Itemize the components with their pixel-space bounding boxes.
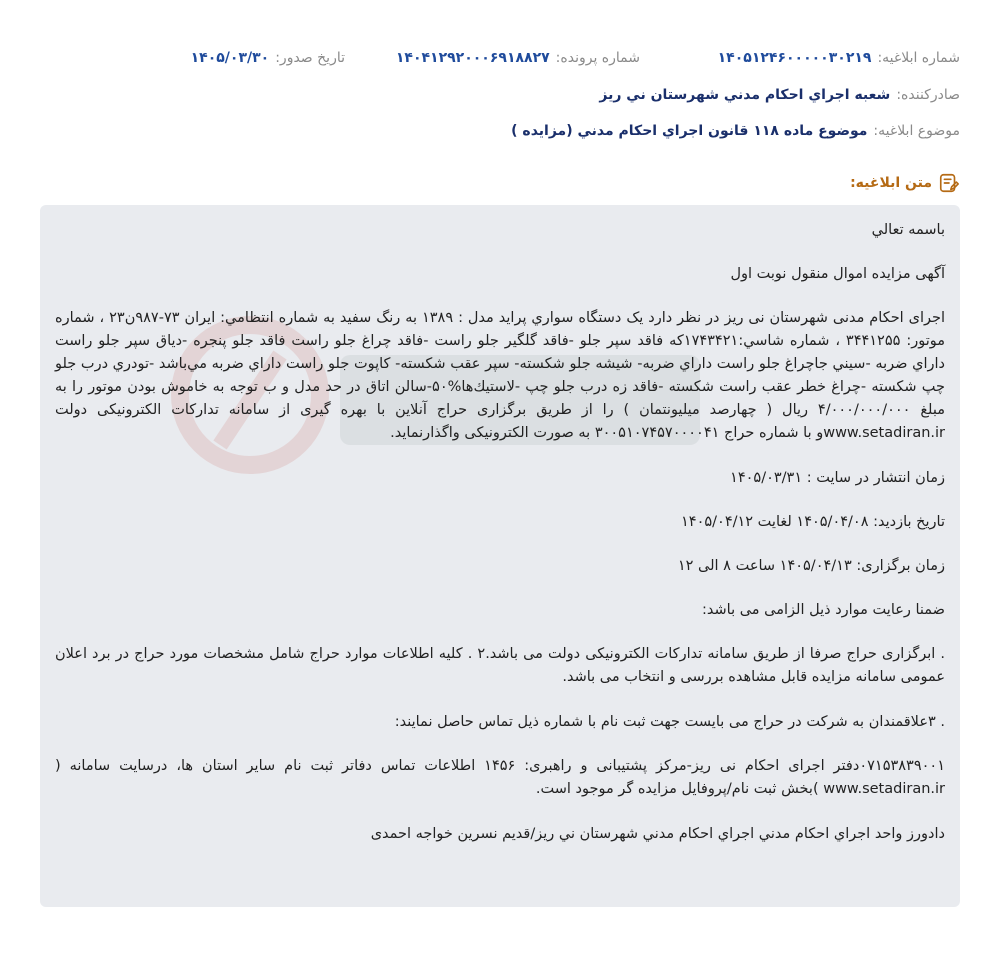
case-number-label: شماره پرونده: — [555, 50, 640, 66]
visit-date: تاریخ بازدید: ۱۴۰۵/۰۴/۰۸ لغایت ۱۴۰۵/۰۴/۱۲ — [681, 514, 945, 530]
meta-row-issuer — [40, 83, 960, 107]
issuer: شعبه اجراي احكام مدني شهرستان ني ريز — [599, 87, 891, 103]
issue-date-label: تاريخ صدور: — [275, 50, 345, 66]
notice-body — [40, 205, 960, 907]
contact-info: ۰۷۱۵۳۸۳۹۰۰۱دفتر اجرای احکام نی ریز-مرکز پشتیبانی و راهبری: ۱۴۵۶ اطلاعات تماس دفاتر ثبت نام ساير استان ها، درسايت سامانه ( www.setadiran.ir )بخش ثبت نام/پروفايل مزايده گر موجود است. — [55, 758, 945, 797]
notice-number-label: شماره ابلاغيه: — [877, 50, 960, 66]
auction-description: اجرای احکام مدنی شهرستان نی ریز در نظر دارد یک دستگاه سواري پرايد مدل : ۱۳۸۹ به رنگ سفید به شماره انتظامي: ایران ۷۳-۹۸۷ن۲۳ ، شماره موتور: ۳۴۴۱۲۵۵ ، شماره شاسي:۱۷۴۳۴۲۱که فاقد سپر جلو -فاقد گلگير جلو راست -فاقد چراغ جلو راست فاقد جلو پنجره -دياق سپر جلو راست داراي ضربه -سيني جاچراغ جلو راست داراي ضربه- شيشه جلو شكسته- سپر عقب شكسته- كاپوت جلو راست داراي ضربه مي‌باشد -تودري درب جلو چپ شكسته -چراغ خطر عقب راست شكسته -فاقد زه درب جلو چپ -لاستيك‌ها%۵۰-سالن اتاق در حد مدل و ب توجه به خاموش بودن موتور را به مبلغ ۴/۰۰۰/۰۰۰/۰۰۰ ريال ( چهارصد ميليونتمان ) را از طريق برگزاری حراج آنلاين با بهره گيری از سامانه تداركات الكترونيكی دولت www.setadiran.irو با شماره حراج ۳۰۰۵۱۰۷۴۵۷۰۰۰۰۴۱ به صورت الكترونيكی واگذارنمايد. — [55, 310, 946, 441]
document-edit-icon — [938, 172, 960, 194]
auction-time: زمان برگزاری: ۱۴۰۵/۰۴/۱۳ ساعت ۸ الی ۱۲ — [677, 558, 945, 574]
requirement-1: . ابرگزاری حراج صرفا از طريق سامانه تداركات الكترونيكی دولت می باشد.۲ . كليه اطلاعات موارد حراج شامل مشخصات مورد حراج در برد اعلان عمومی سامانه مزايده قابل مشاهده بررسی و انتخاب می باشد. — [55, 646, 945, 685]
publish-time: زمان انتشار در سایت : ۱۴۰۵/۰۳/۳۱ — [730, 470, 945, 486]
subject: موضوع ماده ۱۱۸ قانون اجراي احكام مدني (مزايده ) — [511, 123, 868, 139]
notice-header — [0, 0, 1000, 200]
issue-date-group — [191, 46, 345, 70]
meta-row-numbers — [40, 46, 960, 70]
signature: دادورز واحد اجراي احكام مدني اجراي احكام مدني شهرستان ني ريز/قديم نسرين خواجه احمدی — [370, 826, 945, 842]
subject-label: موضوع ابلاغيه: — [873, 123, 960, 139]
issue-date: ۱۴۰۵/۰۳/۳۰ — [190, 50, 270, 66]
meta-row-subject — [40, 119, 960, 143]
requirement-3: . ۳علاقمندان به شركت در حراج می بايست جهت ثبت نام با شماره ذيل تماس حاصل نمايند: — [394, 714, 945, 730]
case-number-group — [396, 46, 640, 70]
notice-number-group — [718, 46, 960, 70]
notice-number: ۱۴۰۵۱۲۴۶۰۰۰۰۰۳۰۲۱۹ — [717, 50, 872, 66]
case-number: ۱۴۰۴۱۲۹۲۰۰۰۶۹۱۸۸۲۷ — [395, 50, 550, 66]
issuer-label: صادرکننده: — [896, 87, 960, 103]
notice-text-title: متن ابلاغيه: — [850, 175, 932, 191]
notice-text-heading — [850, 171, 960, 195]
greeting: باسمه تعالي — [871, 222, 945, 238]
announcement-title: آگهی مزایده اموال منقول نوبت اول — [730, 266, 945, 282]
requirements-intro: ضمنا رعايت موارد ذيل الزامی می باشد: — [702, 602, 945, 618]
